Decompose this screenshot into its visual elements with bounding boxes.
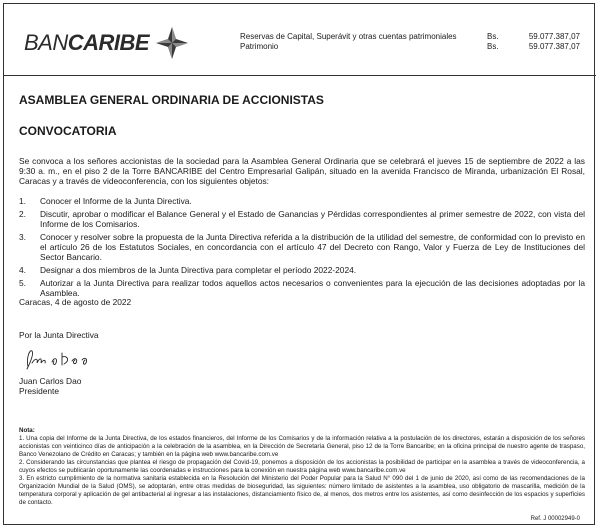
signer-name: Juan Carlos Dao xyxy=(19,376,82,386)
note-item: 3. En estricto cumplimiento de la normativa sanitaria establecida en la Resolución del Ministerio del Poder Popular para la Salud N° 090 del 1 de junio de 2020, así como de las recomendaciones de la Organización Mundial de la Salud (OMS), se adoptarán, entre otras medidas de bioseguridad, las siguientes: número limitado de asistentes a la asamblea, uso obligatorio de mascarilla, medición de la temperatura corporal y aplicación de gel antibacterial al ingresar a las instalaciones, distanciamiento físico de, al menos, dos metros entre los asistentes, así como desinfección de los espacios y superficies de contacto. xyxy=(19,475,585,506)
signer-block xyxy=(19,376,81,396)
notice-frame xyxy=(3,3,595,525)
board-label: Por la Junta Directiva xyxy=(19,330,99,340)
financial-currency: Bs. xyxy=(487,42,499,51)
agenda-text: Conocer y resolver sobre la propuesta de la Junta Directiva referida a la distribución de la utilidad del semestre, de conformidad con lo previsto en el artículo 26 de los Estatutos Sociales, en concordancia con el artículo 47 del Decreto con Rango, Valor y Fuerza de Ley de Instituciones del Sector Bancario. xyxy=(40,232,585,262)
agenda-number: 2. xyxy=(19,209,26,219)
agenda-item xyxy=(19,232,585,262)
handwritten-signature xyxy=(22,345,102,373)
notes-section xyxy=(19,427,585,507)
agenda-list xyxy=(19,196,585,301)
agenda-text: Designar a dos miembros de la Junta Directiva para completar el período 2022-2024. xyxy=(40,265,357,275)
agenda-item xyxy=(19,196,585,206)
notice-title: ASAMBLEA GENERAL ORDINARIA DE ACCIONISTAS xyxy=(19,93,324,107)
agenda-item xyxy=(19,278,585,298)
financial-row xyxy=(240,32,580,42)
note-item: 1. Una copia del Informe de la Junta Directiva, de los estados financieros, del Informe de los Comisarios y de la información relativa a la postulación de los directores, estarán a disposición de los señores accionistas con veinticinco días de anticipación a la celebración de la asamblea, en la Dirección de Secretaría General, piso 12 de la Torre Bancaribe; en la oficina principal de nuestro agente de traspaso, Banco Venezolano de Crédito en Caracas; y también en la página web www.bancaribe.com.ve xyxy=(19,435,585,458)
financial-value: 59.077.387,07 xyxy=(528,32,580,41)
notice-subtitle: CONVOCATORIA xyxy=(19,124,117,138)
agenda-text: Conocer el Informe de la Junta Directiva. xyxy=(40,196,192,206)
financial-value: 59.077.387,07 xyxy=(528,42,580,51)
agenda-number: 4. xyxy=(19,265,26,275)
place-date: Caracas, 4 de agosto de 2022 xyxy=(19,297,132,307)
star-compass-icon xyxy=(155,26,189,60)
header xyxy=(4,4,596,76)
agenda-number: 5. xyxy=(19,278,26,288)
logo-wordmark: BANCARIBE xyxy=(24,30,150,55)
intro-paragraph: Se convoca a los señores accionistas de la sociedad para la Asamblea General Ordinaria que se celebrará el jueves 15 de septiembre de 2022 a las 9:30 a. m., en el piso 2 de la Torre BANCARIBE del Centro Empresarial Galipán, situado en la avenida Francisco de Miranda, urbanización El Rosal, Caracas y a través de videoconferencia, con los siguientes objetos: xyxy=(19,156,585,186)
signer-role: Presidente xyxy=(19,386,60,396)
note-item: 2. Considerando las circunstancias que plantea el riesgo de propagación del Covid-19, ponemos a disposición de los accionistas la posibilidad de participar en la asamblea a través de videoconferencia, a cuyos efectos se publicarán oportunamente las coordenadas e instrucciones para la conexión en nuestra página web www.bancaribe.com.ve xyxy=(19,459,585,474)
agenda-item xyxy=(19,209,585,229)
financial-currency: Bs. xyxy=(487,32,499,41)
agenda-text: Autorizar a la Junta Directiva para realizar todos aquellos actos necesarios o convenientes para la ejecución de las decisiones adoptadas por la Asamblea. xyxy=(40,278,585,298)
notes-title: Nota: xyxy=(19,427,35,434)
financial-label: Patrimonio xyxy=(240,42,279,51)
reference-code: Ref. J 00002949-0 xyxy=(530,516,580,522)
financial-summary xyxy=(240,32,580,52)
agenda-text: Discutir, aprobar o modificar el Balance General y el Estado de Ganancias y Pérdidas correspondientes al primer semestre de 2022, con vista del Informe de los Comisarios. xyxy=(40,209,585,229)
financial-label: Reservas de Capital, Superávit y otras cuentas patrimoniales xyxy=(240,32,457,41)
financial-row xyxy=(240,42,580,52)
agenda-number: 3. xyxy=(19,232,26,242)
agenda-item xyxy=(19,265,585,275)
bancaribe-logo xyxy=(24,26,189,60)
agenda-number: 1. xyxy=(19,196,26,206)
